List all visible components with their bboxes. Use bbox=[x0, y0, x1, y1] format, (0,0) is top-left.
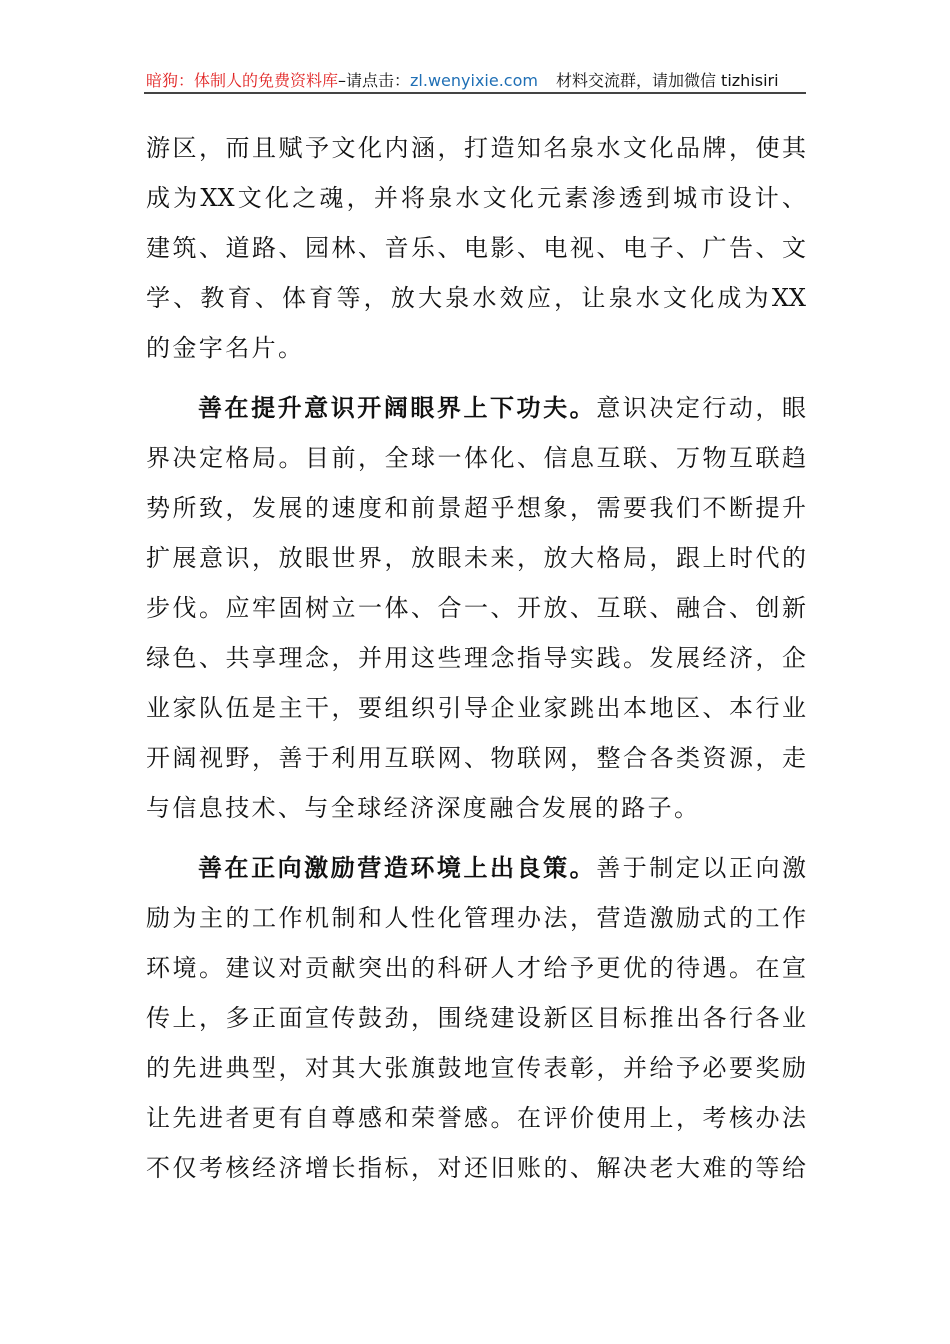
line-text: 的金字名片。 bbox=[146, 334, 305, 362]
paragraph-line bbox=[146, 948, 806, 998]
click-prompt: –请点击： bbox=[338, 71, 411, 90]
line-text: 意识决定行动，眼 bbox=[596, 394, 807, 422]
line-text: 励为主的工作机制和人性化管理办法，营造激励式的工作 bbox=[146, 904, 806, 932]
header-divider bbox=[144, 92, 806, 94]
line-text: 势所致，发展的速度和前景超乎想象，需要我们不断提升 bbox=[146, 494, 806, 522]
document-body bbox=[146, 128, 806, 1198]
line-text: 扩展意识，放眼世界，放眼未来，放大格局，跟上时代的 bbox=[146, 544, 806, 572]
line-text: 步伐。应牢固树立一体、合一、开放、互联、融合、创新 bbox=[146, 594, 806, 622]
line-text: 传上，多正面宣传鼓劲，围绕建设新区目标推出各行各业 bbox=[146, 1004, 806, 1032]
paragraph-lead: 善在正向激励营造环境上出良策。 bbox=[198, 853, 597, 882]
line-text: 绿色、共享理念，并用这些理念指导实践。发展经济，企 bbox=[146, 644, 806, 672]
paragraph-lead: 善在提升意识开阔眼界上下功夫。 bbox=[198, 393, 597, 422]
paragraph-line bbox=[146, 688, 806, 738]
line-text: 善于制定以正向激 bbox=[596, 854, 807, 882]
line-text: 学、教育、体育等，放大泉水效应，让泉水文化成为XX bbox=[146, 284, 806, 312]
line-text: 的先进典型，对其大张旗鼓地宣传表彰，并给予必要奖励 bbox=[146, 1054, 806, 1082]
paragraph-line bbox=[146, 788, 806, 838]
line-text: 让先进者更有自尊感和荣誉感。在评价使用上，考核办法 bbox=[146, 1104, 806, 1132]
group-note: 材料交流群，请加微信 tizhisiri bbox=[555, 71, 779, 90]
paragraph-line bbox=[146, 848, 806, 898]
paragraph-line bbox=[146, 438, 806, 488]
paragraph-line bbox=[146, 538, 806, 588]
paragraph-line bbox=[146, 1148, 806, 1198]
paragraph-line bbox=[146, 998, 806, 1048]
line-text: 开阔视野，善于利用互联网、物联网，整合各类资源，走 bbox=[146, 744, 806, 772]
line-text: 环境。建议对贡献突出的科研人才给予更优的待遇。在宣 bbox=[146, 954, 806, 982]
paragraph-line bbox=[146, 388, 806, 438]
paragraph-line bbox=[146, 488, 806, 538]
paragraph-line bbox=[146, 178, 806, 228]
line-text: 成为XX文化之魂，并将泉水文化元素渗透到城市设计、 bbox=[146, 184, 806, 212]
page-header bbox=[146, 68, 806, 91]
line-text: 游区，而且赋予文化内涵，打造知名泉水文化品牌，使其 bbox=[146, 134, 806, 162]
paragraph-line bbox=[146, 328, 806, 378]
paragraph-line bbox=[146, 1048, 806, 1098]
paragraph-line bbox=[146, 128, 806, 178]
paragraph-line bbox=[146, 278, 806, 328]
paragraph-line bbox=[146, 738, 806, 788]
site-name: 暗狗：体制人的免费资料库 bbox=[146, 71, 339, 90]
site-link[interactable]: zl.wenyixie.com bbox=[410, 71, 538, 90]
paragraph-line bbox=[146, 1098, 806, 1148]
paragraph-line bbox=[146, 588, 806, 638]
paragraph-line bbox=[146, 228, 806, 278]
line-text: 界决定格局。目前，全球一体化、信息互联、万物互联趋 bbox=[146, 444, 806, 472]
paragraph-line bbox=[146, 898, 806, 948]
line-text: 不仅考核经济增长指标，对还旧账的、解决老大难的等给 bbox=[146, 1154, 806, 1182]
line-text: 建筑、道路、园林、音乐、电影、电视、电子、广告、文 bbox=[146, 234, 806, 262]
paragraph-line bbox=[146, 638, 806, 688]
line-text: 业家队伍是主干，要组织引导企业家跳出本地区、本行业 bbox=[146, 694, 806, 722]
line-text: 与信息技术、与全球经济深度融合发展的路子。 bbox=[146, 794, 701, 822]
